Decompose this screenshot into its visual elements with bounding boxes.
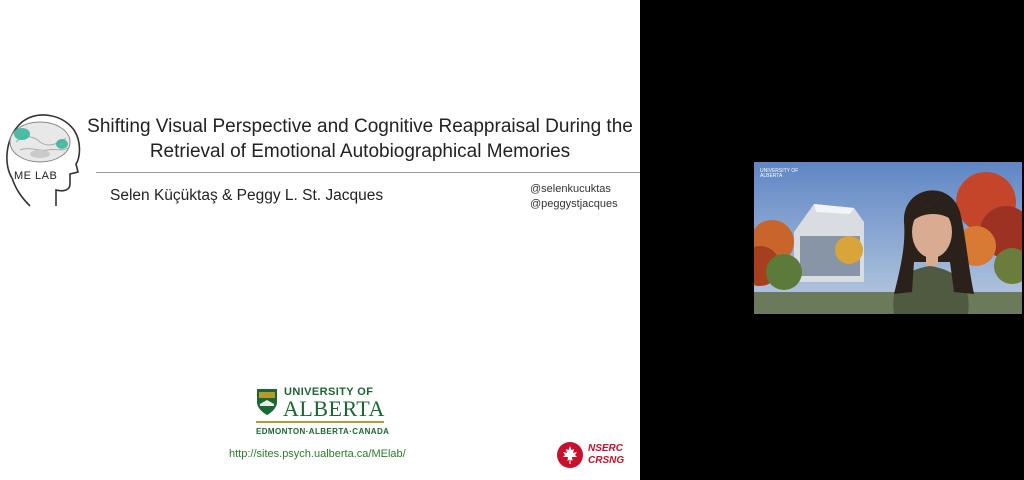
slide-title-line-2: Retrieval of Emotional Autobiographical Memories <box>149 141 571 162</box>
virtual-background-badge <box>760 169 798 179</box>
ualberta-crest-icon <box>256 388 278 416</box>
badge-line-2: ALBERTA <box>760 173 783 179</box>
slide-title <box>80 114 640 164</box>
twitter-handle: @selenkucuktas <box>530 183 611 195</box>
brain-head-icon <box>0 108 84 208</box>
ualberta-line-2: ALBERTA <box>283 396 385 421</box>
ualberta-line-1: UNIVERSITY OF <box>284 386 374 398</box>
slide-title-line-1: Shifting Visual Perspective and Cognitive Reappraisal During the <box>87 116 633 137</box>
participant-video-feed <box>754 162 1022 314</box>
participant-video-tile[interactable] <box>754 162 1022 314</box>
twitter-handles <box>530 182 618 212</box>
title-divider <box>96 172 640 173</box>
maple-leaf-icon <box>556 441 584 469</box>
slide-authors: Selen Küçüktaş & Peggy L. St. Jacques <box>110 187 384 204</box>
nserc-wordmark <box>588 443 624 467</box>
me-lab-brain-logo <box>0 108 84 208</box>
ualberta-gold-rule <box>256 421 384 423</box>
nserc-logo <box>556 441 632 469</box>
lab-website-link[interactable]: http://sites.psych.ualberta.ca/MElab/ <box>229 448 406 460</box>
me-lab-label: ME LAB <box>14 170 58 182</box>
nserc-label: NSERC <box>588 443 624 454</box>
crsng-label: CRSNG <box>588 455 625 466</box>
badge-line-1: UNIVERSITY OF <box>760 168 799 174</box>
ualberta-location: EDMONTON·ALBERTA·CANADA <box>256 427 390 436</box>
twitter-handle: @peggystjacques <box>530 198 618 210</box>
